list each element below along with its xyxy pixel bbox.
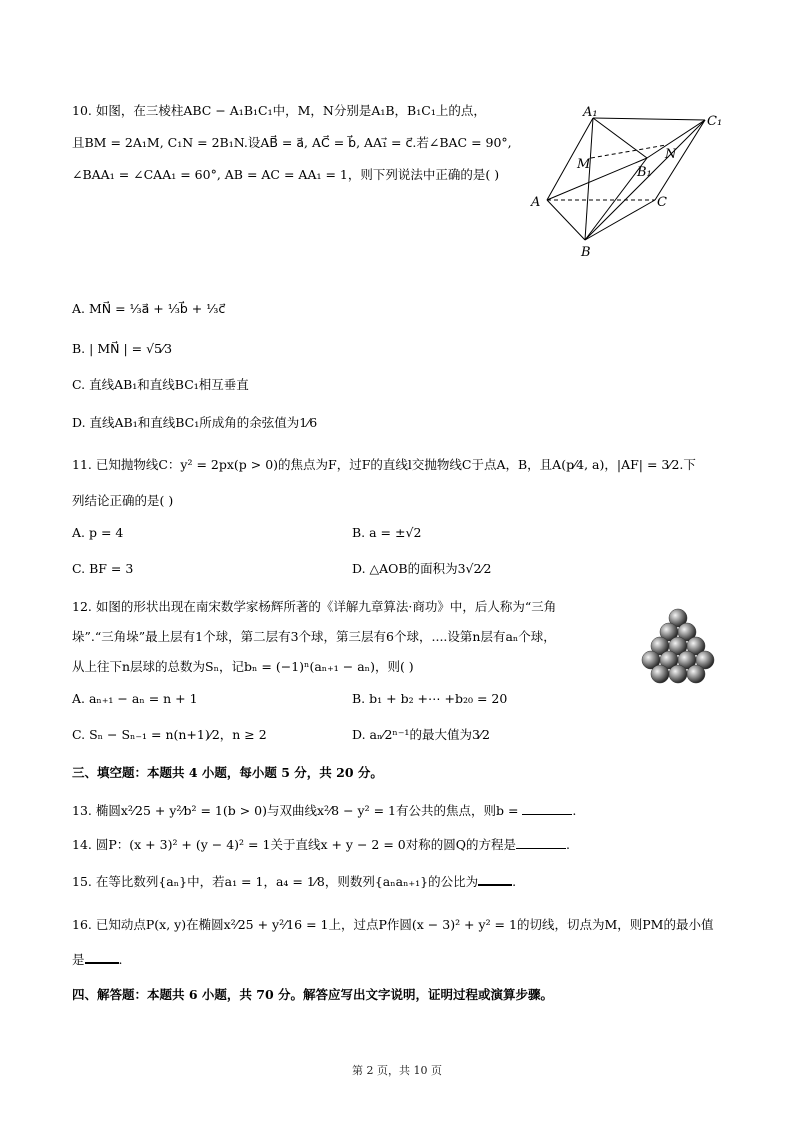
q12-line2: 垛”.“三角垛”最上层有1个球，第二层有3个球，第三层有6个球，....设第n层有aₙ个球， [72,629,556,644]
q16-line2-text: 是 [72,952,85,967]
q12-option-b: B. b₁ + b₂ +⋯ +b₂₀ = 20 [352,691,508,706]
q14: 14. 圆P：(x + 3)² + (y − 4)² = 1关于直线x + y − 2 = 0对称的圆Q的方程是 . [72,837,570,852]
q10-line3: ∠BAA₁ = ∠CAA₁ = 60°, AB = AC = AA₁ = 1，则下列说法中正确的是( ) [72,167,500,182]
label-N: N [665,147,677,162]
q16-line2: 是 . [72,952,123,967]
q10-option-b: B. | MN⃗ | = √5⁄3 [72,341,173,356]
q11-line1: 11. 已知抛物线C：y² = 2px(p > 0)的焦点为F，过F的直线l交抛物线C于点A，B，且A(p⁄4, a)，|AF| = 3⁄2.下 [72,457,696,472]
q11-option-d: D. △AOB的面积为3√2⁄2 [352,561,492,576]
label-M: M [577,157,591,172]
q13-answer-blank[interactable] [522,802,572,815]
q11-option-a: A. p = 4 [72,525,124,540]
q13-text: 13. 椭圆x²⁄25 + y²⁄b² = 1(b > 0)与双曲线x²⁄8 − y² = 1有公共的焦点，则b = [72,803,519,818]
label-C1: C₁ [707,114,723,129]
section-3-heading: 三、填空题：本题共 4 小题，每小题 5 分，共 20 分。 [72,765,383,780]
q15: 15. 在等比数列{aₙ}中，若a₁ = 1，a₄ = 1⁄8，则数列{aₙaₙ₊₁}的公比为 . [72,874,517,889]
section-4-heading: 四、解答题：本题共 6 小题，共 70 分。解答应写出文字说明，证明过程或演算步骤。 [72,987,554,1002]
prism-figure [525,100,730,260]
q13: 13. 椭圆x²⁄25 + y²⁄b² = 1(b > 0)与双曲线x²⁄8 − y² = 1有公共的焦点，则b = . [72,803,577,818]
q16-answer-blank[interactable] [85,950,119,964]
q11-option-c: C. BF = 3 [72,561,134,576]
q11-option-b: B. a = ±√2 [352,525,422,540]
q12-line3: 从上往下n层球的总数为Sₙ，记bₙ = (−1)ⁿ(aₙ₊₁ − aₙ)，则( ) [72,659,414,674]
label-B1: B₁ [637,165,652,180]
q12-option-d: D. aₙ⁄2ⁿ⁻¹的最大值为3⁄2 [352,727,490,742]
label-A1: A₁ [583,105,598,120]
q12-line1: 12. 如图的形状出现在南宋数学家杨辉所著的《详解九章算法·商功》中，后人称为“三角 [72,599,557,614]
q14-answer-blank[interactable] [516,836,566,849]
q12-option-c: C. Sₙ − Sₙ₋₁ = n(n+1)⁄2，n ≥ 2 [72,727,267,742]
ball-pyramid-image [632,604,722,688]
q12-option-a: A. aₙ₊₁ − aₙ = n + 1 [72,691,198,706]
q15-answer-blank[interactable] [478,872,512,886]
label-B: B [581,245,591,260]
q16-line1: 16. 已知动点P(x, y)在椭圆x²⁄25 + y²⁄16 = 1上，过点P作圆(x − 3)² + y² = 1的切线，切点为M，则PM的最小值 [72,917,714,932]
q10-line1: 10. 如图，在三棱柱ABC − A₁B₁C₁中，M，N分别是A₁B，B₁C₁上的点， [72,103,486,118]
label-A: A [531,195,541,210]
q10-line2: 且BM = 2A₁M, C₁N = 2B₁N.设AB⃗ = a⃗, AC⃗ = b⃗, AA₁⃗ = c⃗.若∠BAC = 90°, [72,135,512,150]
q10-option-c: C. 直线AB₁和直线BC₁相互垂直 [72,377,249,392]
q11-line2: 列结论正确的是( ) [72,493,174,508]
label-C: C [657,195,667,210]
q14-text: 14. 圆P：(x + 3)² + (y − 4)² = 1关于直线x + y − 2 = 0对称的圆Q的方程是 [72,837,516,852]
page-footer: 第 2 页，共 10 页 [352,1064,442,1077]
q10-option-d: D. 直线AB₁和直线BC₁所成角的余弦值为1⁄6 [72,415,318,430]
q10-option-a: A. MN⃗ = ⅓a⃗ + ⅓b⃗ + ⅓c⃗ [72,301,226,316]
q15-text: 15. 在等比数列{aₙ}中，若a₁ = 1，a₄ = 1⁄8，则数列{aₙaₙ₊₁}的公比为 [72,874,479,889]
